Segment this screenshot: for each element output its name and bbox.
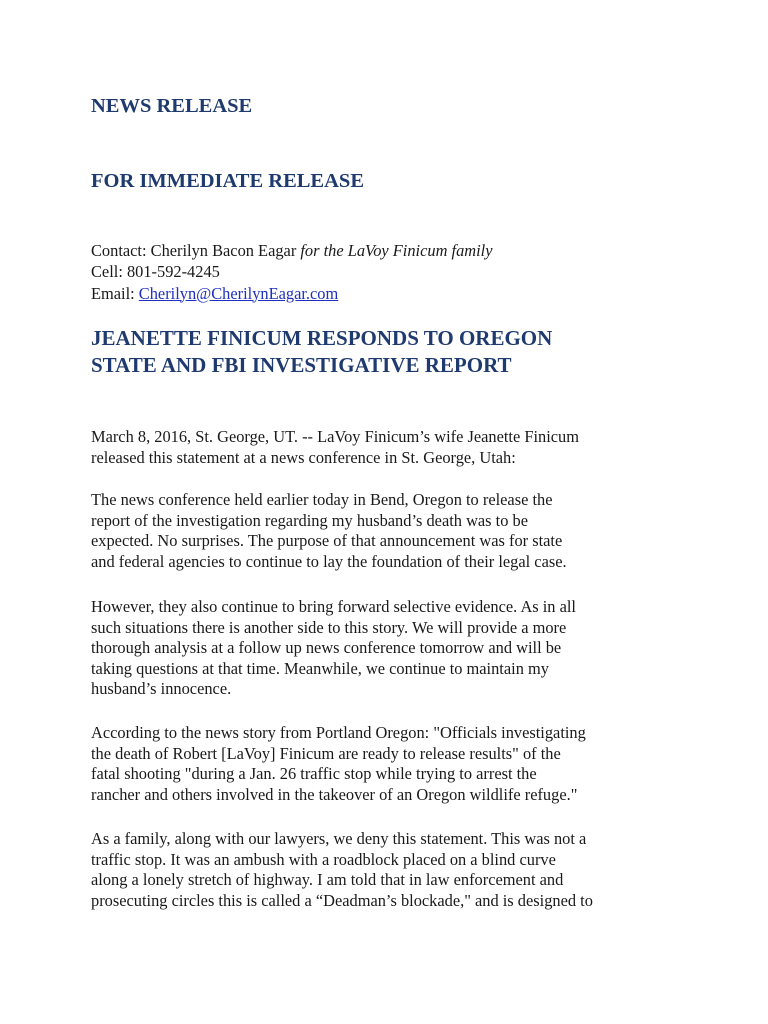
text-line: prosecuting circles this is called a “Deadman’s blockade," and is designed to — [91, 890, 593, 910]
paragraph-bend-conference — [91, 490, 666, 572]
contact-email-line — [91, 283, 492, 304]
text-line: As a family, along with our lawyers, we deny this statement. This was not a — [91, 829, 587, 848]
text-line: the death of Robert [LaVoy] Finicum are ready to release results" of the — [91, 743, 561, 763]
email-prefix: Email: — [91, 283, 139, 303]
text-line: fatal shooting "during a Jan. 26 traffic stop while trying to arrest the — [91, 764, 537, 784]
paragraph-family-denial — [91, 829, 666, 911]
news-release-label: NEWS RELEASE — [91, 95, 253, 117]
immediate-release-label: FOR IMMEDIATE RELEASE — [91, 170, 364, 192]
text-line: rancher and others involved in the takeover of an Oregon wildlife refuge." — [91, 784, 578, 804]
text-line: thorough analysis at a follow up news conference tomorrow and will be — [91, 638, 562, 658]
text-line: However, they also continue to bring forward selective evidence. As in all — [91, 597, 576, 616]
text-line: taking questions at that time. Meanwhile, we continue to maintain my — [91, 658, 549, 678]
text-line: along a lonely stretch of highway. I am told that in law enforcement and — [91, 870, 564, 890]
text-line: expected. No surprises. The purpose of that announcement was for state — [91, 531, 563, 551]
text-line: March 8, 2016, St. George, UT. -- LaVoy Finicum’s wife Jeanette Finicum — [91, 427, 579, 446]
headline — [91, 325, 691, 379]
text-line: traffic stop. It was an ambush with a roadblock placed on a blind curve — [91, 849, 556, 869]
headline-line: STATE AND FBI INVESTIGATIVE REPORT — [91, 353, 512, 377]
email-link[interactable]: Cherilyn@CherilynEagar.com — [138, 283, 339, 303]
text-line: released this statement at a news conference in St. George, Utah: — [91, 447, 516, 467]
text-line: and federal agencies to continue to lay the foundation of their legal case. — [91, 551, 567, 571]
paragraph-selective-evidence — [91, 597, 666, 700]
contact-affiliation: for the LaVoy Finicum family — [300, 241, 493, 260]
contact-prefix: Contact: Cherilyn Bacon Eagar — [91, 241, 301, 260]
paragraph-portland-story — [91, 723, 666, 805]
headline-line: JEANETTE FINICUM RESPONDS TO OREGON — [91, 326, 553, 350]
paragraph-dateline — [91, 427, 666, 468]
contact-line — [91, 240, 492, 261]
text-line: The news conference held earlier today in Bend, Oregon to release the — [91, 490, 553, 509]
text-line: husband’s innocence. — [91, 679, 232, 699]
contact-block — [91, 240, 492, 304]
text-line: According to the news story from Portland Oregon: "Officials investigating — [91, 723, 586, 742]
contact-cell: Cell: 801-592-4245 — [91, 262, 220, 282]
text-line: report of the investigation regarding my husband’s death was to be — [91, 510, 528, 530]
text-line: such situations there is another side to this story. We will provide a more — [91, 617, 567, 637]
